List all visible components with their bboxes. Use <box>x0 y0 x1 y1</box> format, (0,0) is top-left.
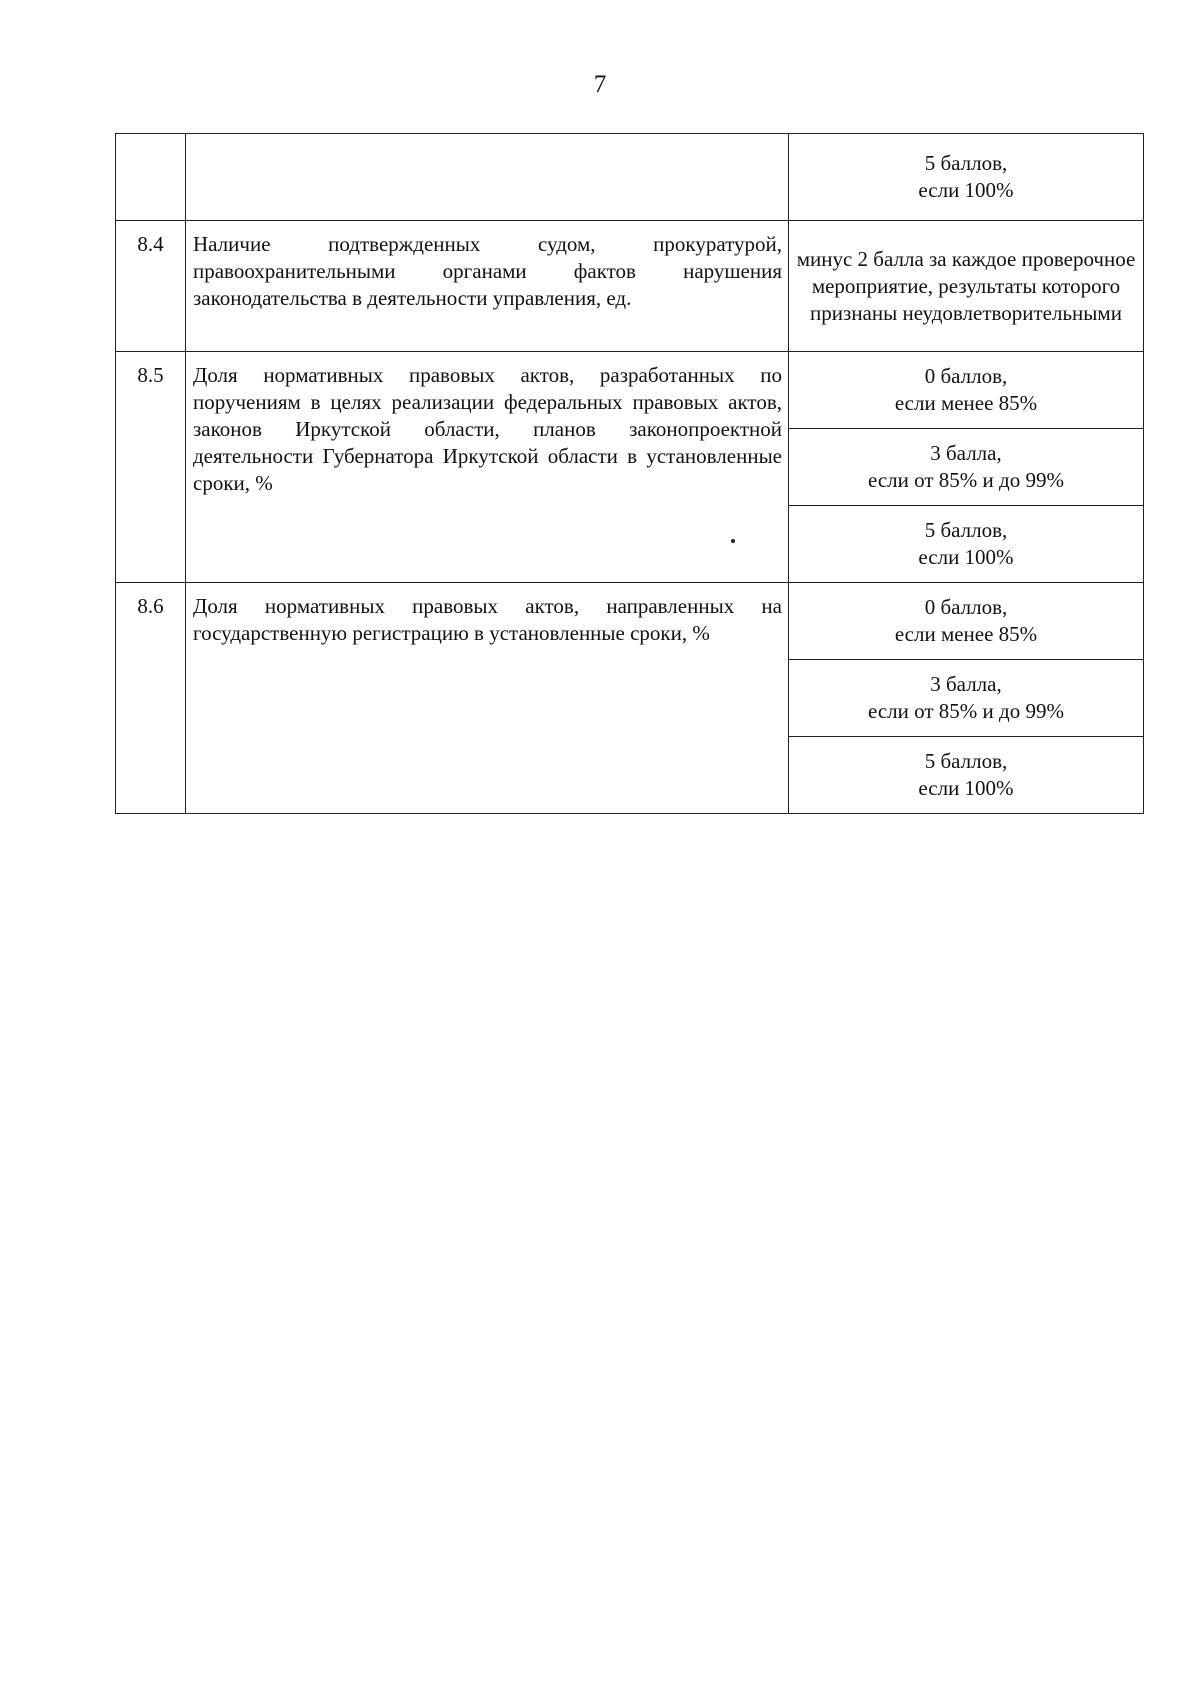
score-points: 5 баллов, <box>924 151 1008 175</box>
score-cell <box>789 737 1144 814</box>
score-condition: если от 85% и до 99% <box>868 468 1064 492</box>
score-cell <box>789 352 1144 429</box>
score-condition: если 100% <box>918 776 1014 800</box>
criteria-table <box>115 133 1144 814</box>
score-condition: если от 85% и до 99% <box>868 699 1064 723</box>
score-points: 5 баллов, <box>924 518 1008 542</box>
score-cell <box>789 429 1144 506</box>
score-cell <box>789 506 1144 583</box>
row-description: Доля нормативных правовых актов, разработанных по поручениям в целях реализации федеральных правовых актов, законов Иркутской области, планов законопроектной деятельности Губернатора Иркутской области в установленные сроки, % <box>186 352 789 583</box>
row-description: Доля нормативных правовых актов, направленных на государственную регистрацию в установленные сроки, % <box>186 583 789 814</box>
score-points: 0 баллов, <box>924 364 1008 388</box>
scan-speck <box>731 539 735 543</box>
row-description <box>186 134 789 221</box>
score-cell <box>789 660 1144 737</box>
score-condition: если 100% <box>918 545 1014 569</box>
score-points: 0 баллов, <box>924 595 1008 619</box>
score-points: 5 баллов, <box>924 749 1008 773</box>
table-row <box>116 583 1144 660</box>
score-cell <box>789 134 1144 221</box>
row-number: 8.5 <box>116 352 186 583</box>
score-condition: если менее 85% <box>894 391 1038 415</box>
row-number: 8.6 <box>116 583 186 814</box>
score-points: 3 балла, <box>930 441 1002 465</box>
score-condition: если 100% <box>918 178 1014 202</box>
page-number: 7 <box>593 71 607 98</box>
row-description: Наличие подтвержденных судом, прокуратурой, правоохранительными органами фактов нарушения законодательства в деятельности управления, ед. <box>186 221 789 352</box>
table-row <box>116 221 1144 352</box>
score-points: 3 балла, <box>930 672 1002 696</box>
score-cell: минус 2 балла за каждое проверочное мероприятие, результаты которого признаны неудовлетворительными <box>789 221 1144 352</box>
row-number <box>116 134 186 221</box>
table-row <box>116 134 1144 221</box>
score-cell <box>789 583 1144 660</box>
row-number: 8.4 <box>116 221 186 352</box>
table-row <box>116 352 1144 429</box>
score-condition: если менее 85% <box>894 622 1038 646</box>
